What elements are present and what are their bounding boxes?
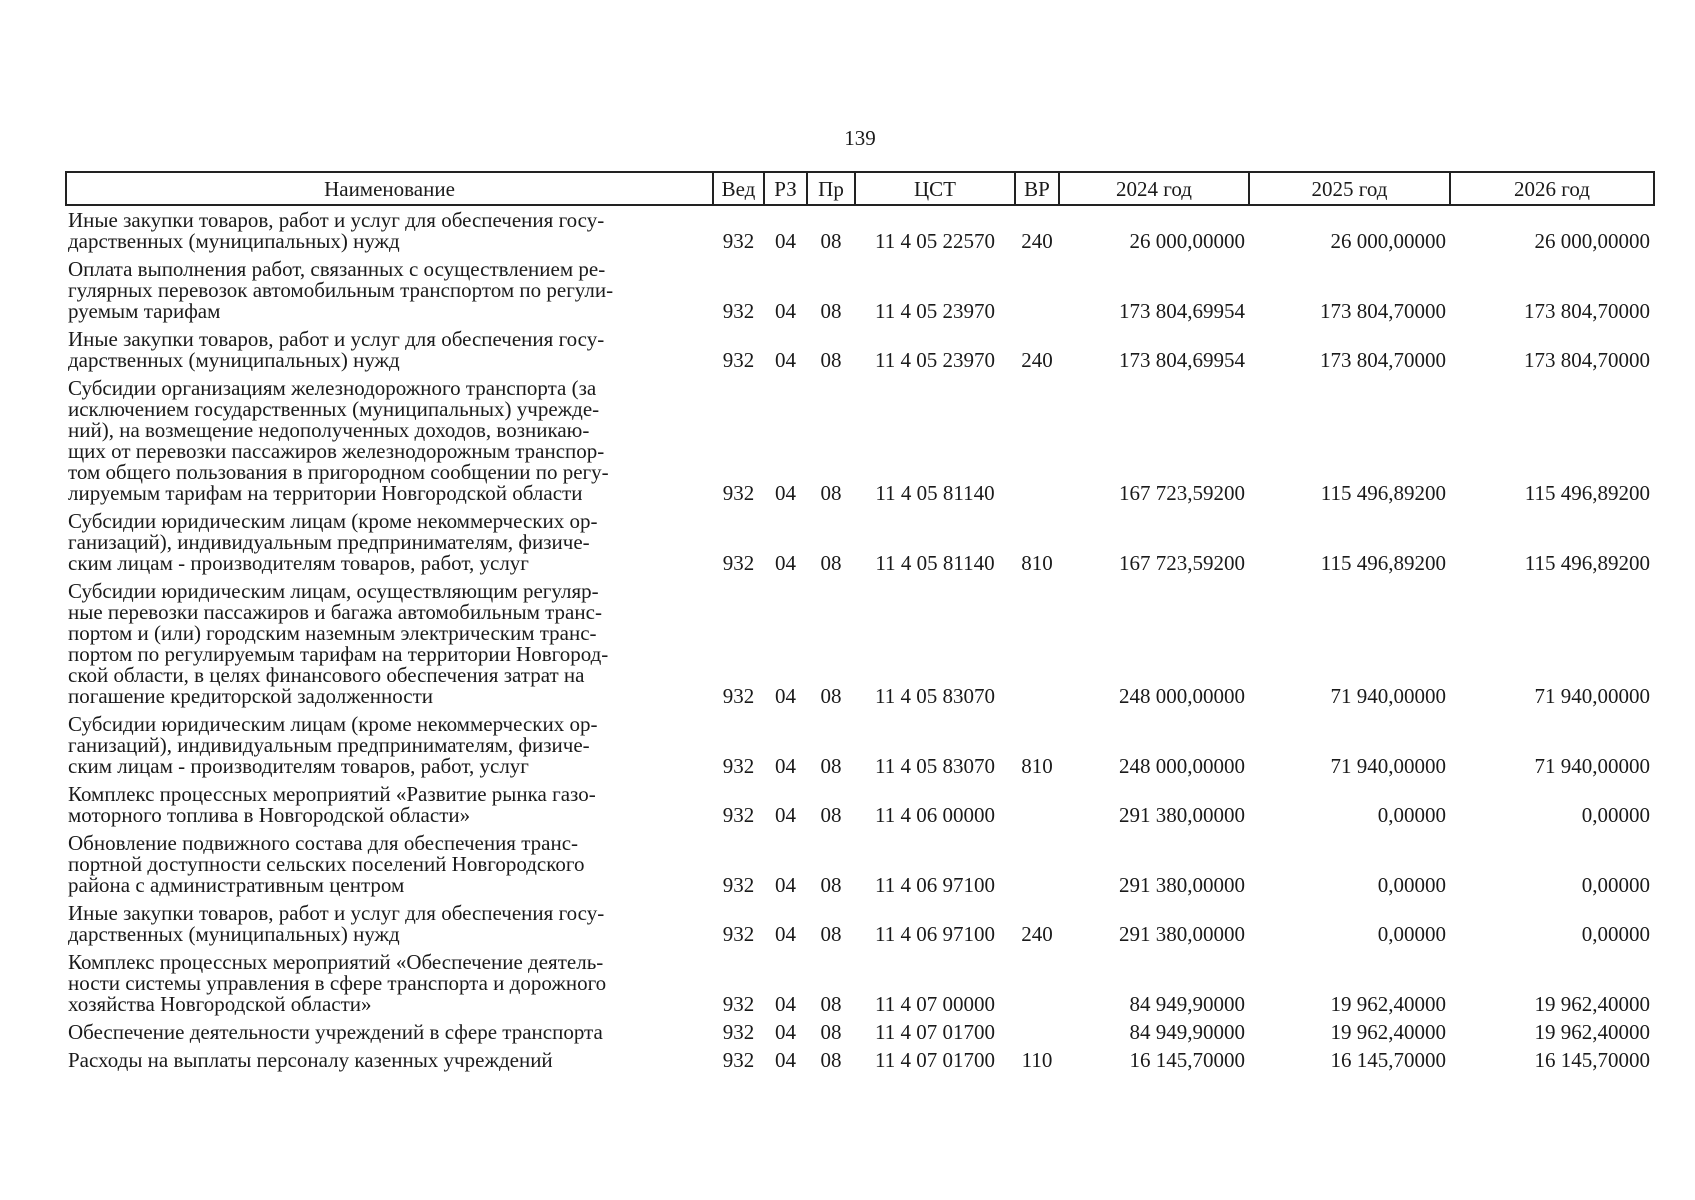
cell-cst: 11 4 05 23970 [875,299,995,323]
cell-ved: 932 [722,684,755,708]
cell-2025: 0,00000 [1377,922,1446,946]
cell-pr: 08 [820,873,842,897]
cell-2025: 115 496,89200 [1320,551,1446,575]
cell-ved: 932 [722,754,755,778]
cell-name [66,948,713,1018]
table-row [66,1046,1654,1074]
cell-vr [1015,577,1059,710]
cell-2024: 173 804,69954 [1119,299,1245,323]
cell-ved: 932 [722,803,755,827]
cell-2024: 291 380,00000 [1119,922,1245,946]
cell-cst: 11 4 06 97100 [875,873,995,897]
table-row [66,780,1654,829]
cell-pr: 08 [820,684,842,708]
header-2026: 2026 год [1450,172,1654,205]
cell-vr: 110 [1021,1048,1053,1072]
name-line: ные перевозки пассажиров и багажа автомобильным транс- [68,600,602,624]
cell-cst: 11 4 07 01700 [875,1020,995,1044]
cell-name [66,374,713,507]
cell-rz: 04 [775,803,796,827]
name-line: щих от перевозки пассажиров железнодорожным транспор- [68,439,605,463]
name-line: Субсидии юридическим лицам (кроме некоммерческих ор- [68,712,598,736]
cell-vr: 810 [1021,551,1053,575]
table-row [66,710,1654,780]
cell-2024: 167 723,59200 [1119,551,1245,575]
cell-rz: 04 [775,684,796,708]
cell-vr [1015,780,1059,829]
cell-rz: 04 [775,992,796,1016]
cell-2025: 173 804,70000 [1320,299,1446,323]
name-line: хозяйства Новгородской области» [68,992,372,1016]
cell-vr: 810 [1021,754,1053,778]
cell-rz: 04 [775,229,796,253]
cell-2025: 19 962,40000 [1330,1020,1446,1044]
cell-name [66,255,713,325]
header-name: Наименование [66,172,713,205]
cell-cst: 11 4 05 81140 [875,551,995,575]
cell-pr: 08 [820,229,842,253]
cell-vr [1015,829,1059,899]
cell-2026: 71 940,00000 [1534,754,1650,778]
name-line: портной доступности сельских поселений Новгородского [68,852,585,876]
table-row [66,255,1654,325]
header-ved: Вед [713,172,764,205]
name-line: Обеспечение деятельности учреждений в сфере транспорта [68,1020,603,1044]
cell-pr: 08 [820,992,842,1016]
name-line: моторного топлива в Новгородской области» [68,803,471,827]
cell-2024: 291 380,00000 [1119,803,1245,827]
header-pr: Пр [807,172,855,205]
name-line: Субсидии юридическим лицам, осуществляющим регуляр- [68,579,599,603]
name-line: Обновление подвижного состава для обеспечения транс- [68,831,579,855]
cell-vr [1015,1018,1059,1046]
cell-vr [1015,374,1059,507]
cell-2026: 19 962,40000 [1534,992,1650,1016]
name-line: Иные закупки товаров, работ и услуг для обеспечения госу- [68,327,605,351]
cell-2026: 115 496,89200 [1524,481,1650,505]
header-rz: РЗ [764,172,807,205]
cell-vr [1015,255,1059,325]
name-line: ским лицам - производителям товаров, работ, услуг [68,551,529,575]
name-line: дарственных (муниципальных) нужд [68,348,400,372]
cell-2026: 16 145,70000 [1534,1048,1650,1072]
cell-rz: 04 [775,922,796,946]
name-line: гулярных перевозок автомобильным транспортом по регули- [68,278,614,302]
cell-2026: 173 804,70000 [1524,299,1650,323]
cell-ved: 932 [722,992,755,1016]
table-row [66,948,1654,1018]
header-2024: 2024 год [1059,172,1249,205]
table-row [66,205,1654,255]
cell-pr: 08 [820,481,842,505]
cell-name [66,507,713,577]
cell-name [66,1046,713,1074]
cell-ved: 932 [722,1048,755,1072]
cell-ved: 932 [722,1020,755,1044]
cell-cst: 11 4 05 23970 [875,348,995,372]
table-row [66,577,1654,710]
cell-pr: 08 [820,348,842,372]
cell-cst: 11 4 05 83070 [875,754,995,778]
name-line: исключением государственных (муниципальных) учрежде- [68,397,600,421]
name-line: ганизаций), индивидуальным предпринимателям, физиче- [68,733,590,757]
cell-rz: 04 [775,348,796,372]
cell-ved: 932 [722,551,755,575]
cell-ved: 932 [722,873,755,897]
cell-vr: 240 [1021,229,1053,253]
name-line: ний), на возмещение недополученных доходов, возникаю- [68,418,590,442]
cell-cst: 11 4 06 00000 [875,803,995,827]
cell-cst: 11 4 05 22570 [875,229,995,253]
cell-2026: 26 000,00000 [1534,229,1650,253]
cell-2026: 173 804,70000 [1524,348,1650,372]
name-line: Иные закупки товаров, работ и услуг для обеспечения госу- [68,208,605,232]
cell-cst: 11 4 05 83070 [875,684,995,708]
name-line: ской области, в целях финансового обеспечения затрат на [68,663,585,687]
cell-2026: 19 962,40000 [1534,1020,1650,1044]
header-cst: ЦСТ [855,172,1015,205]
cell-2025: 26 000,00000 [1330,229,1446,253]
cell-rz: 04 [775,1020,796,1044]
table-row [66,899,1654,948]
cell-rz: 04 [775,1048,796,1072]
cell-2026: 71 940,00000 [1534,684,1650,708]
cell-2024: 248 000,00000 [1119,754,1245,778]
name-line: ганизаций), индивидуальным предпринимателям, физиче- [68,530,590,554]
name-line: Оплата выполнения работ, связанных с осуществлением ре- [68,257,606,281]
page-number: 139 [844,126,876,150]
name-line: Иные закупки товаров, работ и услуг для обеспечения госу- [68,901,605,925]
cell-vr: 240 [1021,922,1053,946]
cell-2024: 248 000,00000 [1119,684,1245,708]
cell-pr: 08 [820,803,842,827]
cell-vr: 240 [1021,348,1053,372]
cell-pr: 08 [820,1048,842,1072]
name-line: том общего пользования в пригородном сообщении по регу- [68,460,609,484]
cell-pr: 08 [820,551,842,575]
cell-2025: 115 496,89200 [1320,481,1446,505]
cell-pr: 08 [820,1020,842,1044]
name-line: Расходы на выплаты персоналу казенных учреждений [68,1048,553,1072]
table-row [66,374,1654,507]
table-row [66,325,1654,374]
cell-name [66,325,713,374]
cell-name [66,829,713,899]
cell-2024: 84 949,90000 [1129,1020,1245,1044]
cell-2024: 84 949,90000 [1129,992,1245,1016]
cell-name [66,710,713,780]
name-line: дарственных (муниципальных) нужд [68,229,400,253]
cell-ved: 932 [722,229,755,253]
cell-rz: 04 [775,754,796,778]
table-row [66,507,1654,577]
cell-cst: 11 4 07 00000 [875,992,995,1016]
cell-2025: 173 804,70000 [1320,348,1446,372]
name-line: Субсидии юридическим лицам (кроме некоммерческих ор- [68,509,598,533]
cell-name [66,780,713,829]
cell-rz: 04 [775,299,796,323]
table-row [66,829,1654,899]
cell-2024: 173 804,69954 [1119,348,1245,372]
header-vr: ВР [1015,172,1059,205]
table-header [66,172,1654,205]
cell-2025: 0,00000 [1377,803,1446,827]
cell-pr: 08 [820,754,842,778]
cell-2026: 0,00000 [1581,803,1650,827]
name-line: Субсидии организациям железнодорожного транспорта (за [68,376,597,400]
cell-cst: 11 4 07 01700 [875,1048,995,1072]
cell-2025: 71 940,00000 [1330,754,1446,778]
cell-2026: 0,00000 [1581,922,1650,946]
cell-2025: 0,00000 [1377,873,1446,897]
name-line: дарственных (муниципальных) нужд [68,922,400,946]
cell-ved: 932 [722,299,755,323]
cell-name [66,1018,713,1046]
cell-pr: 08 [820,922,842,946]
header-2025: 2025 год [1249,172,1450,205]
cell-rz: 04 [775,481,796,505]
cell-2025: 16 145,70000 [1330,1048,1446,1072]
cell-ved: 932 [722,922,755,946]
cell-name [66,899,713,948]
cell-vr [1015,948,1059,1018]
name-line: ности системы управления в сфере транспорта и дорожного [68,971,607,995]
table-row [66,1018,1654,1046]
name-line: погашение кредиторской задолженности [68,684,434,708]
cell-2024: 26 000,00000 [1129,229,1245,253]
cell-rz: 04 [775,873,796,897]
table-body [66,205,1654,1074]
name-line: портом по регулируемым тарифам на территории Новгород- [68,642,609,666]
cell-2024: 167 723,59200 [1119,481,1245,505]
name-line: Комплекс процессных мероприятий «Развитие рынка газо- [68,782,596,806]
name-line: Комплекс процессных мероприятий «Обеспечение деятель- [68,950,604,974]
cell-2026: 0,00000 [1581,873,1650,897]
cell-2025: 71 940,00000 [1330,684,1446,708]
cell-2026: 115 496,89200 [1524,551,1650,575]
cell-ved: 932 [722,348,755,372]
cell-cst: 11 4 06 97100 [875,922,995,946]
cell-ved: 932 [722,481,755,505]
budget-table [65,171,1655,1074]
name-line: ским лицам - производителям товаров, работ, услуг [68,754,529,778]
cell-pr: 08 [820,299,842,323]
cell-name [66,205,713,255]
cell-2024: 16 145,70000 [1129,1048,1245,1072]
name-line: района с административным центром [68,873,405,897]
cell-name [66,577,713,710]
cell-2025: 19 962,40000 [1330,992,1446,1016]
cell-rz: 04 [775,551,796,575]
name-line: портом и (или) городским наземным электрическим транс- [68,621,597,645]
cell-cst: 11 4 05 81140 [875,481,995,505]
name-line: руемым тарифам [68,299,221,323]
name-line: лируемым тарифам на территории Новгородской области [68,481,583,505]
cell-2024: 291 380,00000 [1119,873,1245,897]
